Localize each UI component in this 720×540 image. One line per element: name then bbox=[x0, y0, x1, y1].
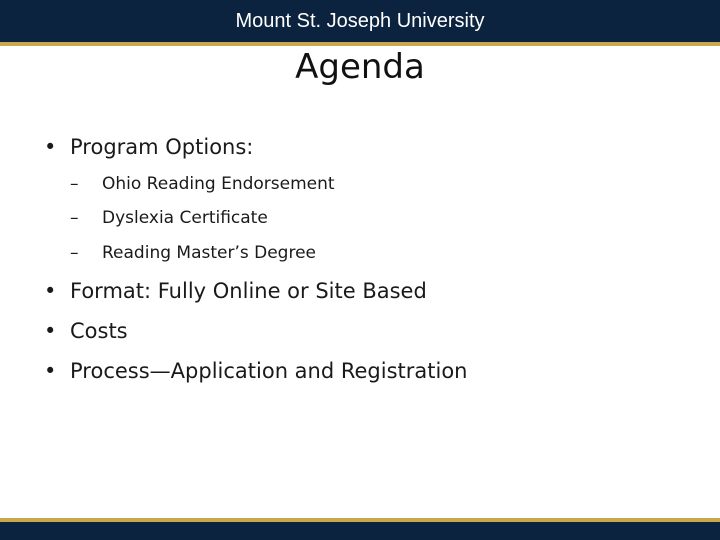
bullet-dot: • bbox=[44, 279, 57, 303]
bullet-text: Format: Fully Online or Site Based bbox=[70, 279, 427, 303]
bullet-text: Costs bbox=[70, 319, 128, 343]
bullet-item-costs bbox=[44, 317, 128, 345]
sub-dash: – bbox=[70, 208, 79, 228]
footer-bar bbox=[0, 522, 720, 540]
sub-item bbox=[70, 241, 316, 265]
sub-item bbox=[70, 172, 335, 196]
org-name: Mount St. Joseph University bbox=[235, 10, 485, 32]
bullet-item-process bbox=[44, 357, 468, 385]
sub-dash: – bbox=[70, 174, 79, 194]
sub-item-text: Dyslexia Certificate bbox=[102, 208, 268, 228]
sub-item bbox=[70, 206, 268, 230]
bullet-text: Process—Application and Registration bbox=[70, 359, 468, 383]
bullet-text: Program Options: bbox=[70, 135, 254, 159]
bullet-item-format bbox=[44, 277, 427, 305]
sub-item-text: Ohio Reading Endorsement bbox=[102, 174, 335, 194]
sub-item-text: Reading Master’s Degree bbox=[102, 243, 317, 263]
bullet-item-program-options bbox=[44, 133, 253, 161]
bullet-dot: • bbox=[44, 135, 57, 159]
slide-title: Agenda bbox=[295, 47, 425, 87]
sub-dash: – bbox=[70, 243, 79, 263]
bullet-dot: • bbox=[44, 359, 57, 383]
bullet-dot: • bbox=[44, 319, 57, 343]
